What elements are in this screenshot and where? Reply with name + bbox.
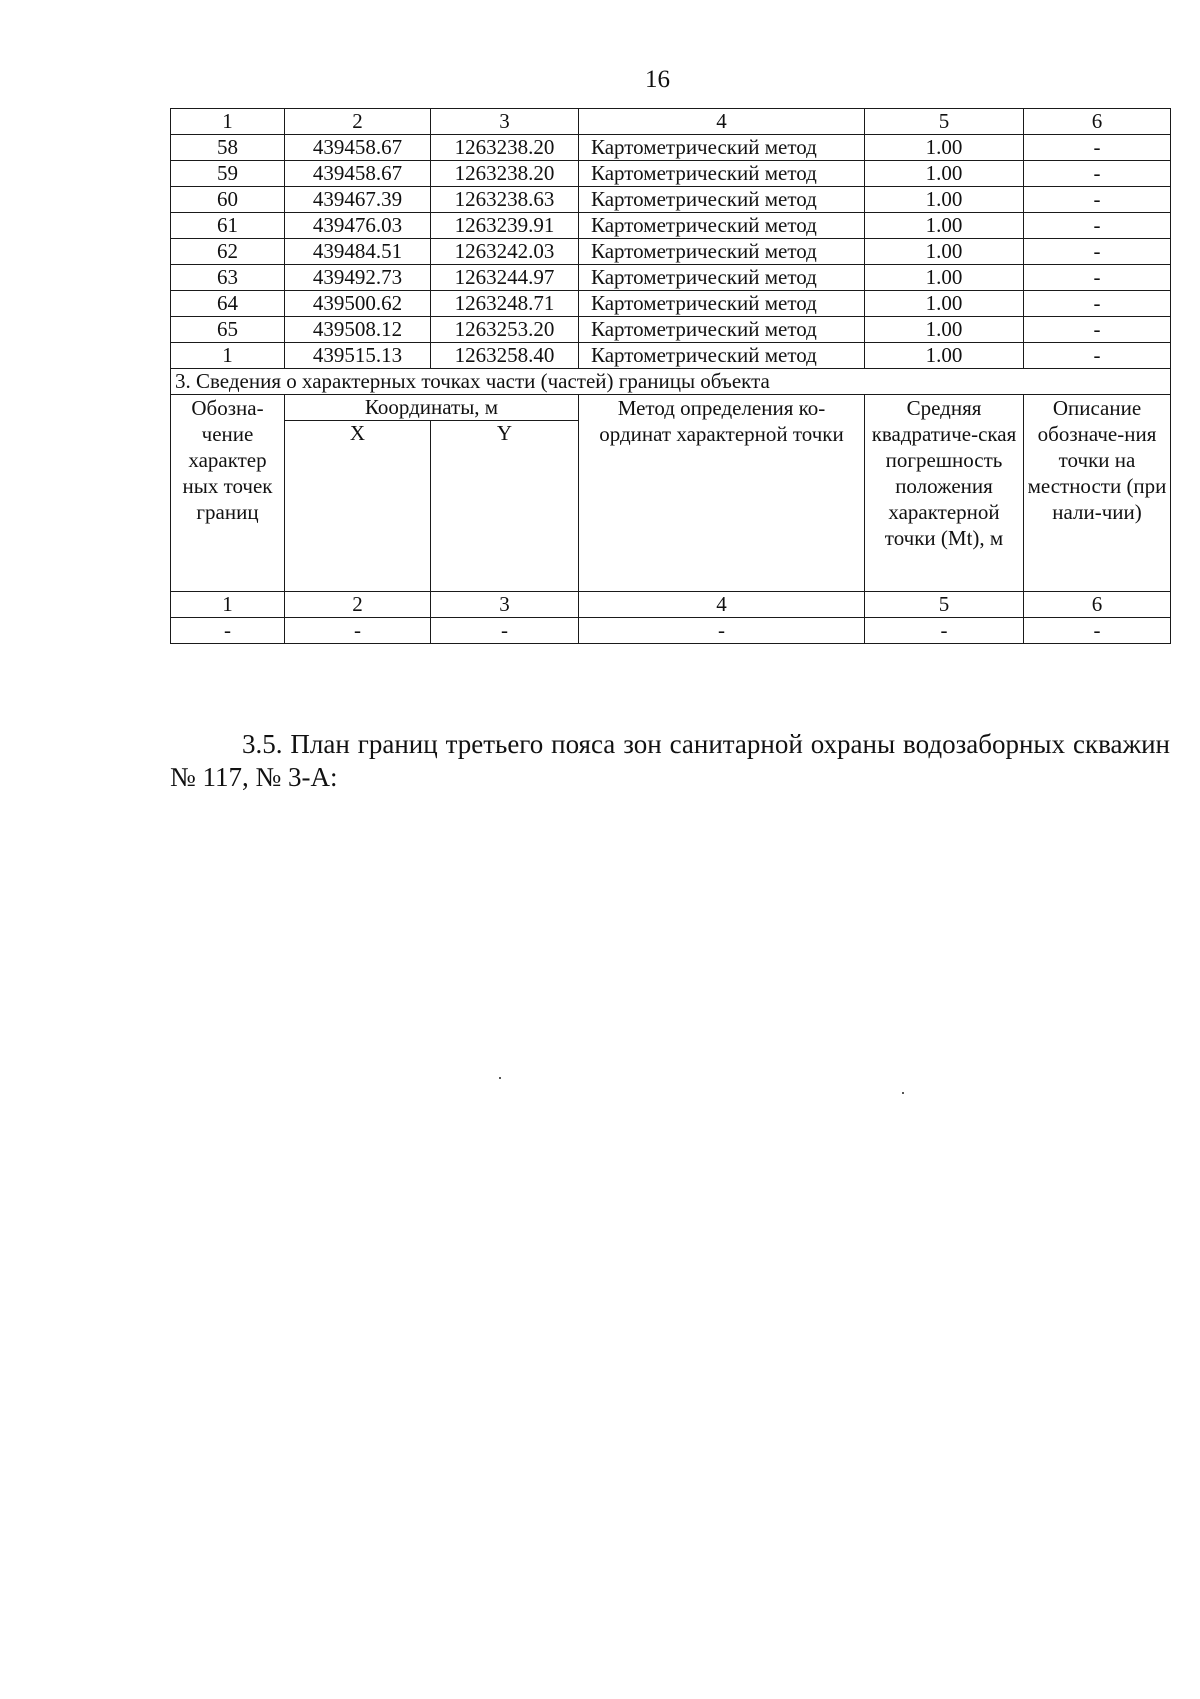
description-cell: -	[1024, 291, 1171, 317]
column-number: 4	[579, 592, 865, 618]
table-row	[171, 317, 1171, 343]
point-number-cell: 1	[171, 343, 285, 369]
method-cell: Картометрический метод	[579, 291, 865, 317]
table-row	[171, 291, 1171, 317]
column-number: 6	[1024, 592, 1171, 618]
empty-cell: -	[171, 618, 285, 644]
empty-cell: -	[431, 618, 579, 644]
column-number: 4	[579, 109, 865, 135]
description-cell: -	[1024, 239, 1171, 265]
description-cell: -	[1024, 265, 1171, 291]
method-cell: Картометрический метод	[579, 317, 865, 343]
header-coordinates: Координаты, м	[285, 395, 579, 421]
y-coordinate-cell: 1263238.20	[431, 161, 579, 187]
column-number: 2	[285, 109, 431, 135]
error-cell: 1.00	[865, 317, 1024, 343]
description-cell: -	[1024, 343, 1171, 369]
x-coordinate-cell: 439508.12	[285, 317, 431, 343]
error-cell: 1.00	[865, 291, 1024, 317]
empty-cell: -	[1024, 618, 1171, 644]
point-number-cell: 61	[171, 213, 285, 239]
error-cell: 1.00	[865, 239, 1024, 265]
description-cell: -	[1024, 317, 1171, 343]
method-cell: Картометрический метод	[579, 187, 865, 213]
error-cell: 1.00	[865, 187, 1024, 213]
x-coordinate-cell: 439467.39	[285, 187, 431, 213]
header-method: Метод определения ко-ординат характерной точки	[579, 395, 865, 592]
error-cell: 1.00	[865, 161, 1024, 187]
section-column-number-row	[171, 592, 1171, 618]
y-coordinate-cell: 1263242.03	[431, 239, 579, 265]
section-empty-row	[171, 618, 1171, 644]
point-number-cell: 63	[171, 265, 285, 291]
empty-cell: -	[285, 618, 431, 644]
point-number-cell: 64	[171, 291, 285, 317]
table-row	[171, 239, 1171, 265]
point-number-cell: 62	[171, 239, 285, 265]
section-title-row	[171, 369, 1171, 395]
section-header-row	[171, 395, 1171, 421]
column-number-row	[171, 109, 1171, 135]
x-coordinate-cell: 439476.03	[285, 213, 431, 239]
description-cell: -	[1024, 213, 1171, 239]
table-row	[171, 265, 1171, 291]
scan-speck	[499, 1077, 501, 1079]
y-coordinate-cell: 1263253.20	[431, 317, 579, 343]
column-number: 5	[865, 592, 1024, 618]
header-x: X	[285, 421, 431, 592]
method-cell: Картометрический метод	[579, 239, 865, 265]
column-number: 3	[431, 592, 579, 618]
x-coordinate-cell: 439492.73	[285, 265, 431, 291]
x-coordinate-cell: 439458.67	[285, 161, 431, 187]
point-number-cell: 58	[171, 135, 285, 161]
method-cell: Картометрический метод	[579, 135, 865, 161]
x-coordinate-cell: 439500.62	[285, 291, 431, 317]
column-number: 1	[171, 109, 285, 135]
point-number-cell: 60	[171, 187, 285, 213]
plan-section-paragraph: 3.5. План границ третьего пояса зон санитарной охраны водозаборных скважин № 117, № 3-А:	[170, 729, 1170, 792]
description-cell: -	[1024, 187, 1171, 213]
point-number-cell: 65	[171, 317, 285, 343]
column-number: 5	[865, 109, 1024, 135]
empty-cell: -	[865, 618, 1024, 644]
error-cell: 1.00	[865, 265, 1024, 291]
description-cell: -	[1024, 135, 1171, 161]
y-coordinate-cell: 1263239.91	[431, 213, 579, 239]
x-coordinate-cell: 439458.67	[285, 135, 431, 161]
method-cell: Картометрический метод	[579, 213, 865, 239]
section-title: 3. Сведения о характерных точках части (частей) границы объекта	[171, 369, 1171, 395]
error-cell: 1.00	[865, 343, 1024, 369]
scan-speck	[902, 1092, 904, 1094]
y-coordinate-cell: 1263238.63	[431, 187, 579, 213]
empty-cell: -	[579, 618, 865, 644]
column-number: 6	[1024, 109, 1171, 135]
description-cell: -	[1024, 161, 1171, 187]
error-cell: 1.00	[865, 135, 1024, 161]
table-row	[171, 187, 1171, 213]
header-designation: Обозна-чение характер ных точек границ	[171, 395, 285, 592]
boundary-points-table	[170, 108, 1171, 644]
header-error: Средняя квадратиче-ская погрешность положения характерной точки (Mt), м	[865, 395, 1024, 592]
column-number: 2	[285, 592, 431, 618]
y-coordinate-cell: 1263244.97	[431, 265, 579, 291]
column-number: 3	[431, 109, 579, 135]
table-row	[171, 161, 1171, 187]
error-cell: 1.00	[865, 213, 1024, 239]
y-coordinate-cell: 1263238.20	[431, 135, 579, 161]
method-cell: Картометрический метод	[579, 343, 865, 369]
method-cell: Картометрический метод	[579, 265, 865, 291]
point-number-cell: 59	[171, 161, 285, 187]
x-coordinate-cell: 439515.13	[285, 343, 431, 369]
page-number: 16	[645, 66, 670, 93]
column-number: 1	[171, 592, 285, 618]
table-row	[171, 343, 1171, 369]
method-cell: Картометрический метод	[579, 161, 865, 187]
table-row	[171, 213, 1171, 239]
header-description: Описание обозначе-ния точки на местности (при нали-чии)	[1024, 395, 1171, 592]
y-coordinate-cell: 1263258.40	[431, 343, 579, 369]
header-y: Y	[431, 421, 579, 592]
y-coordinate-cell: 1263248.71	[431, 291, 579, 317]
table-row	[171, 135, 1171, 161]
x-coordinate-cell: 439484.51	[285, 239, 431, 265]
